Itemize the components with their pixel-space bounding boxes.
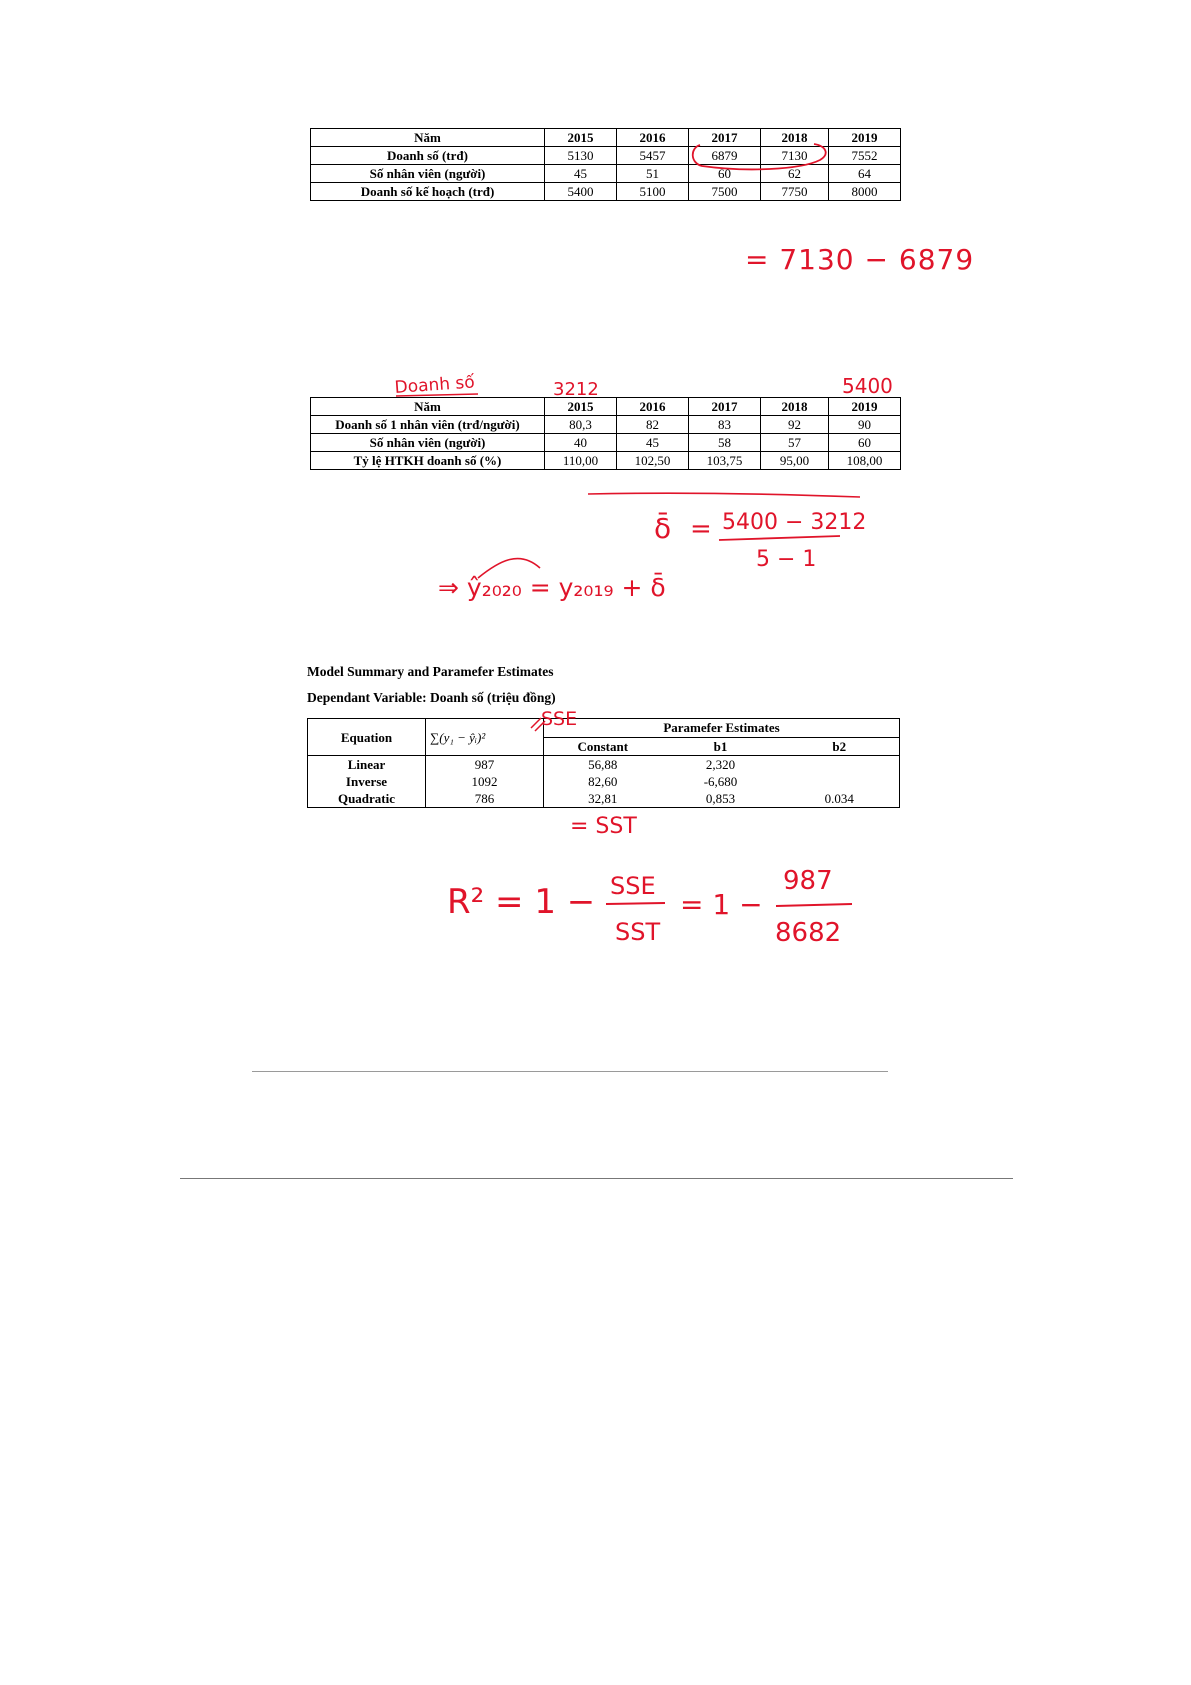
table-header-row (311, 129, 901, 147)
table-cell: 1092 (426, 773, 544, 790)
table-cell: 0,853 (705, 791, 736, 806)
table-cell: 90 (829, 416, 901, 434)
table-row (311, 183, 901, 201)
header-b2: b2 (780, 737, 900, 756)
table-cell: 102,50 (617, 452, 689, 470)
table-cell: 7552 (829, 147, 901, 165)
table-cell: 8000 (829, 183, 901, 201)
page-footer-line (180, 1178, 1013, 1179)
model-summary-table (307, 718, 900, 808)
annotation-long-line (588, 493, 860, 497)
row-label: Số nhân viên (người) (311, 165, 545, 183)
table-cell: 51 (617, 165, 689, 183)
table-cell: 58 (689, 434, 761, 452)
table-cell (780, 756, 900, 774)
header-b1: b1 (662, 737, 780, 756)
row-label: Linear (347, 757, 386, 772)
table-cell: 83 (689, 416, 761, 434)
table-cell: 56,88 (544, 756, 662, 774)
table-cell: 7130 (761, 147, 829, 165)
sales-table (310, 128, 901, 201)
annotation-sst: = SST (570, 814, 637, 839)
table-cell: 60 (689, 165, 761, 183)
table-cell: 32,81 (544, 790, 662, 808)
table-cell: 103,75 (689, 452, 761, 470)
table-cell: 82 (617, 416, 689, 434)
table-header-row (311, 398, 901, 416)
header-cell: 2018 (761, 129, 829, 147)
per-employee-table (310, 397, 901, 470)
header-parameter-estimates: Paramefer Estimates (544, 719, 900, 738)
table-cell: 108,00 (829, 452, 901, 470)
annotation-delta-numerator: 5400 − 3212 (722, 510, 867, 535)
table-cell: 2,320 (705, 757, 736, 772)
row-label: Tỷ lệ HTKH doanh số (%) (311, 452, 545, 470)
annotation-5400: 5400 (842, 374, 893, 398)
row-label: Doanh số (trđ) (311, 147, 545, 165)
annotation-forecast: ⇒ ŷ₂₀₂₀ = y₂₀₁₉ + δ̄ (438, 573, 666, 602)
annotation-3212: 3212 (553, 379, 599, 400)
row-label: Inverse (345, 774, 388, 789)
table-cell: 5100 (617, 183, 689, 201)
header-cell: 2016 (617, 398, 689, 416)
table-row (308, 773, 900, 790)
table-row (311, 147, 901, 165)
table-cell: 92 (761, 416, 829, 434)
header-sum-squares: ∑(y₁ − ŷᵢ)² (426, 719, 544, 756)
table-cell: 62 (761, 165, 829, 183)
annotation-delta-symbol: δ̄ (654, 512, 672, 545)
annotation-r2-sst: SST (615, 918, 661, 946)
table-cell: 5457 (617, 147, 689, 165)
table-cell: 0.034 (824, 791, 854, 806)
header-constant: Constant (544, 737, 662, 756)
table-cell: 987 (426, 756, 544, 774)
annotation-fraction-bar (719, 536, 840, 540)
header-cell: Năm (311, 398, 545, 416)
header-cell: 2017 (689, 398, 761, 416)
table-cell: 80,3 (545, 416, 617, 434)
header-cell: 2019 (829, 129, 901, 147)
header-cell: 2016 (617, 129, 689, 147)
table-cell: 5130 (545, 147, 617, 165)
table-row (308, 790, 900, 808)
table-cell: 60 (829, 434, 901, 452)
table-cell: 82,60 (544, 773, 662, 790)
table-cell: 40 (545, 434, 617, 452)
table-row (308, 756, 900, 774)
header-cell: 2018 (761, 398, 829, 416)
table-row (311, 452, 901, 470)
table-cell: 45 (617, 434, 689, 452)
table-cell: 45 (545, 165, 617, 183)
header-cell: 2017 (689, 129, 761, 147)
annotation-difference: = 7130 − 6879 (745, 243, 975, 276)
table-cell: 7500 (689, 183, 761, 201)
annotation-delta-equals: = (690, 514, 712, 544)
annotation-delta-denominator: 5 − 1 (756, 547, 817, 572)
table-cell: 6879 (689, 147, 761, 165)
table-cell (780, 773, 900, 790)
row-label: Số nhân viên (người) (311, 434, 545, 452)
table-header-row (308, 719, 900, 738)
table-cell: 5400 (545, 183, 617, 201)
table-cell: -6,680 (703, 774, 738, 789)
table-cell: 786 (426, 790, 544, 808)
header-cell: Năm (311, 129, 545, 147)
row-label: Doanh số 1 nhân viên (trđ/người) (311, 416, 545, 434)
table-cell: 7750 (761, 183, 829, 201)
annotation-r2-mid: = 1 − (680, 888, 763, 921)
annotation-r2-left: R² = 1 − (447, 882, 596, 922)
annotation-r2-sse: SSE (610, 872, 656, 900)
table-row (311, 165, 901, 183)
header-cell: 2015 (545, 398, 617, 416)
row-label: Quadratic (337, 791, 396, 806)
header-cell: 2015 (545, 129, 617, 147)
table-row (311, 416, 901, 434)
header-equation: Equation (308, 719, 426, 756)
header-cell: 2019 (829, 398, 901, 416)
annotation-r2-numerator: 987 (783, 866, 833, 896)
annotation-r2-denominator: 8682 (775, 918, 842, 948)
annotation-r2-bar-1 (606, 903, 665, 904)
model-summary-title: Model Summary and Paramefer Estimates (307, 664, 554, 679)
row-label: Doanh số kế hoạch (trđ) (311, 183, 545, 201)
table-cell: 110,00 (545, 452, 617, 470)
table-cell: 95,00 (761, 452, 829, 470)
table-row (311, 434, 901, 452)
divider-line (252, 1071, 888, 1072)
annotation-sse: SSE (541, 708, 578, 730)
annotation-r2-bar-2 (776, 904, 852, 906)
dependent-variable-label: Dependant Variable: Doanh số (triệu đồng) (307, 690, 556, 705)
table-cell: 64 (829, 165, 901, 183)
annotation-doanh-so: Doanh số (394, 372, 476, 398)
table-cell: 57 (761, 434, 829, 452)
